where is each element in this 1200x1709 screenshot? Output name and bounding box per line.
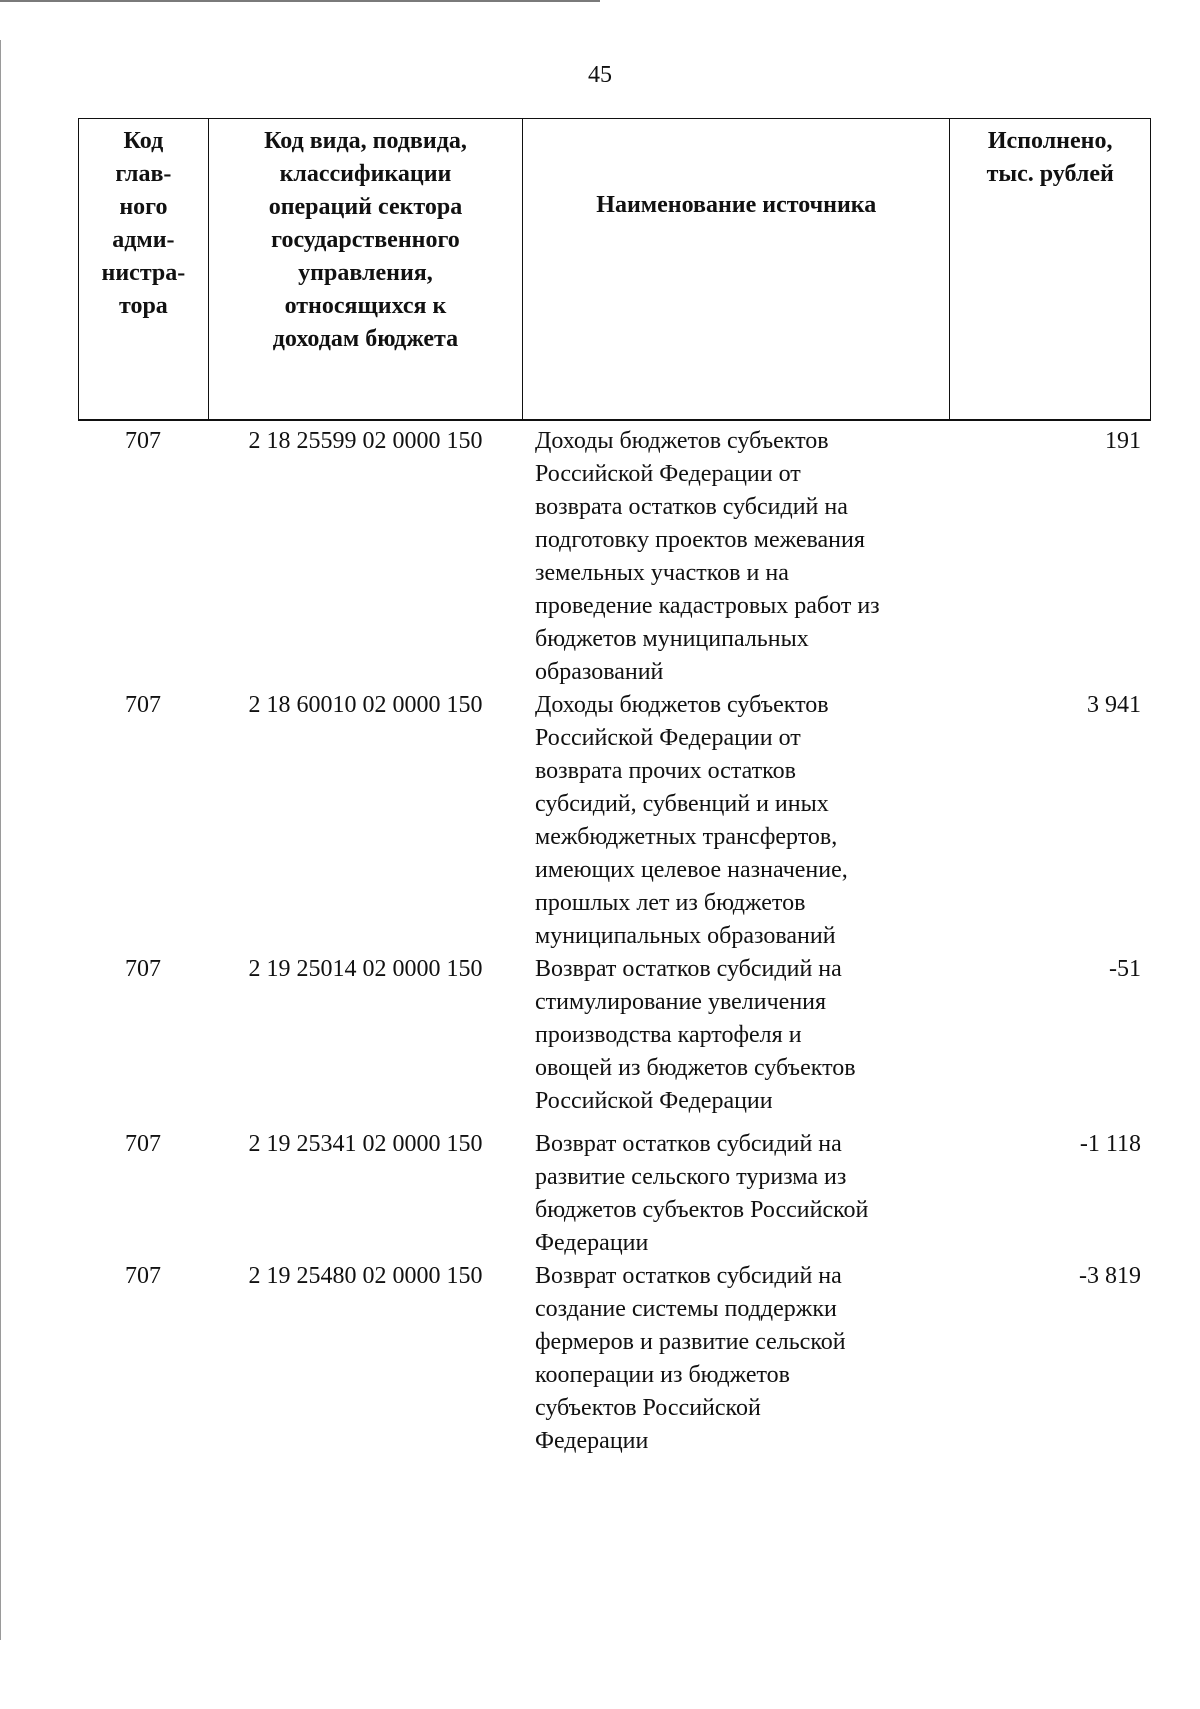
table-row — [78, 953, 1151, 1118]
source-name-line: Возврат остатков субсидий на — [535, 1131, 842, 1157]
header-admin-code — [79, 119, 209, 419]
source-name-line: возврата остатков субсидий на — [535, 494, 848, 520]
admin-code-cell: 707 — [125, 428, 161, 454]
source-name-line: кооперации из бюджетов — [535, 1362, 790, 1388]
classification-code-cell: 2 18 60010 02 0000 150 — [248, 692, 483, 718]
source-name-line: Возврат остатков субсидий на — [535, 1263, 842, 1289]
source-name-line: прошлых лет из бюджетов — [535, 890, 806, 916]
table-row — [78, 689, 1151, 953]
table-row — [78, 425, 1151, 689]
table-row — [78, 1260, 1151, 1458]
source-name-line: Российской Федерации от — [535, 461, 801, 487]
header-line: государственного — [271, 227, 460, 253]
source-name-line: субъектов Российской — [535, 1395, 761, 1421]
header-line: адми- — [112, 227, 175, 253]
source-name-line: бюджетов субъектов Российской — [535, 1197, 869, 1223]
source-name-line: проведение кадастровых работ из — [535, 593, 880, 619]
source-name-line: создание системы поддержки — [535, 1296, 837, 1322]
source-name-line: Российской Федерации — [535, 1088, 773, 1114]
header-line: Код — [123, 128, 164, 154]
header-line: классификации — [279, 161, 452, 187]
source-name-line: развитие сельского туризма из — [535, 1164, 847, 1190]
admin-code-cell: 707 — [125, 956, 161, 982]
source-name-line: овощей из бюджетов субъектов — [535, 1055, 856, 1081]
classification-code-cell: 2 19 25014 02 0000 150 — [248, 956, 483, 982]
header-classification-code — [209, 119, 523, 419]
source-name-cell — [523, 953, 951, 1118]
classification-code-cell: 2 19 25480 02 0000 150 — [248, 1263, 483, 1289]
source-name-line: возврата прочих остатков — [535, 758, 796, 784]
source-name-line: стимулирование увеличения — [535, 989, 827, 1015]
amount-cell: -1 118 — [1079, 1131, 1141, 1157]
table-body — [78, 425, 1151, 1458]
header-line: доходам бюджета — [272, 326, 459, 352]
header-line: Исполнено, — [987, 128, 1113, 154]
source-name-line: межбюджетных трансфертов, — [535, 824, 838, 850]
admin-code-cell: 707 — [125, 1263, 161, 1289]
classification-code-cell: 2 18 25599 02 0000 150 — [248, 428, 483, 454]
amount-cell: 3 941 — [1087, 692, 1141, 718]
admin-code-cell: 707 — [125, 692, 161, 718]
source-name-line: Доходы бюджетов субъектов — [535, 428, 829, 454]
source-name-line: производства картофеля и — [535, 1022, 802, 1048]
header-line: Код вида, подвида, — [264, 128, 467, 154]
header-line: относящихся к — [284, 293, 447, 319]
header-line: ного — [119, 194, 168, 220]
source-name-line: фермеров и развитие сельской — [535, 1329, 846, 1355]
source-name-cell — [523, 1260, 951, 1458]
source-name-line: субсидий, субвенций и иных — [535, 791, 829, 817]
scan-top-edge — [0, 0, 600, 2]
source-name-line: имеющих целевое назначение, — [535, 857, 848, 883]
source-name-line: Возврат остатков субсидий на — [535, 956, 842, 982]
classification-code-cell: 2 19 25341 02 0000 150 — [248, 1131, 483, 1157]
source-name-cell — [523, 689, 951, 953]
source-name-line: подготовку проектов межевания — [535, 527, 865, 553]
header-executed-amount — [950, 119, 1150, 419]
admin-code-cell: 707 — [125, 1131, 161, 1157]
source-name-line: Федерации — [535, 1230, 649, 1256]
header-source-name — [523, 119, 950, 419]
header-line: Наименование источника — [596, 192, 877, 218]
source-name-line: образований — [535, 659, 664, 685]
header-line: тыс. рублей — [986, 161, 1114, 187]
source-name-line: муниципальных образований — [535, 923, 836, 949]
amount-cell: 191 — [1105, 428, 1141, 454]
header-line: операций сектора — [268, 194, 463, 220]
source-name-line: Федерации — [535, 1428, 649, 1454]
table-header — [78, 118, 1151, 421]
source-name-cell — [523, 1128, 951, 1260]
amount-cell: -3 819 — [1079, 1263, 1141, 1289]
header-line: глав- — [115, 161, 172, 187]
amount-cell: -51 — [1109, 956, 1141, 982]
header-line: тора — [118, 293, 168, 319]
source-name-line: земельных участков и на — [535, 560, 789, 586]
header-line: управления, — [298, 260, 433, 286]
header-line: нистра- — [101, 260, 186, 286]
source-name-line: Доходы бюджетов субъектов — [535, 692, 829, 718]
page-number: 45 — [588, 62, 612, 88]
source-name-line: бюджетов муниципальных — [535, 626, 809, 652]
source-name-line: Российской Федерации от — [535, 725, 801, 751]
table-row — [78, 1128, 1151, 1260]
source-name-cell — [523, 425, 951, 689]
scan-left-edge — [0, 40, 1, 1640]
